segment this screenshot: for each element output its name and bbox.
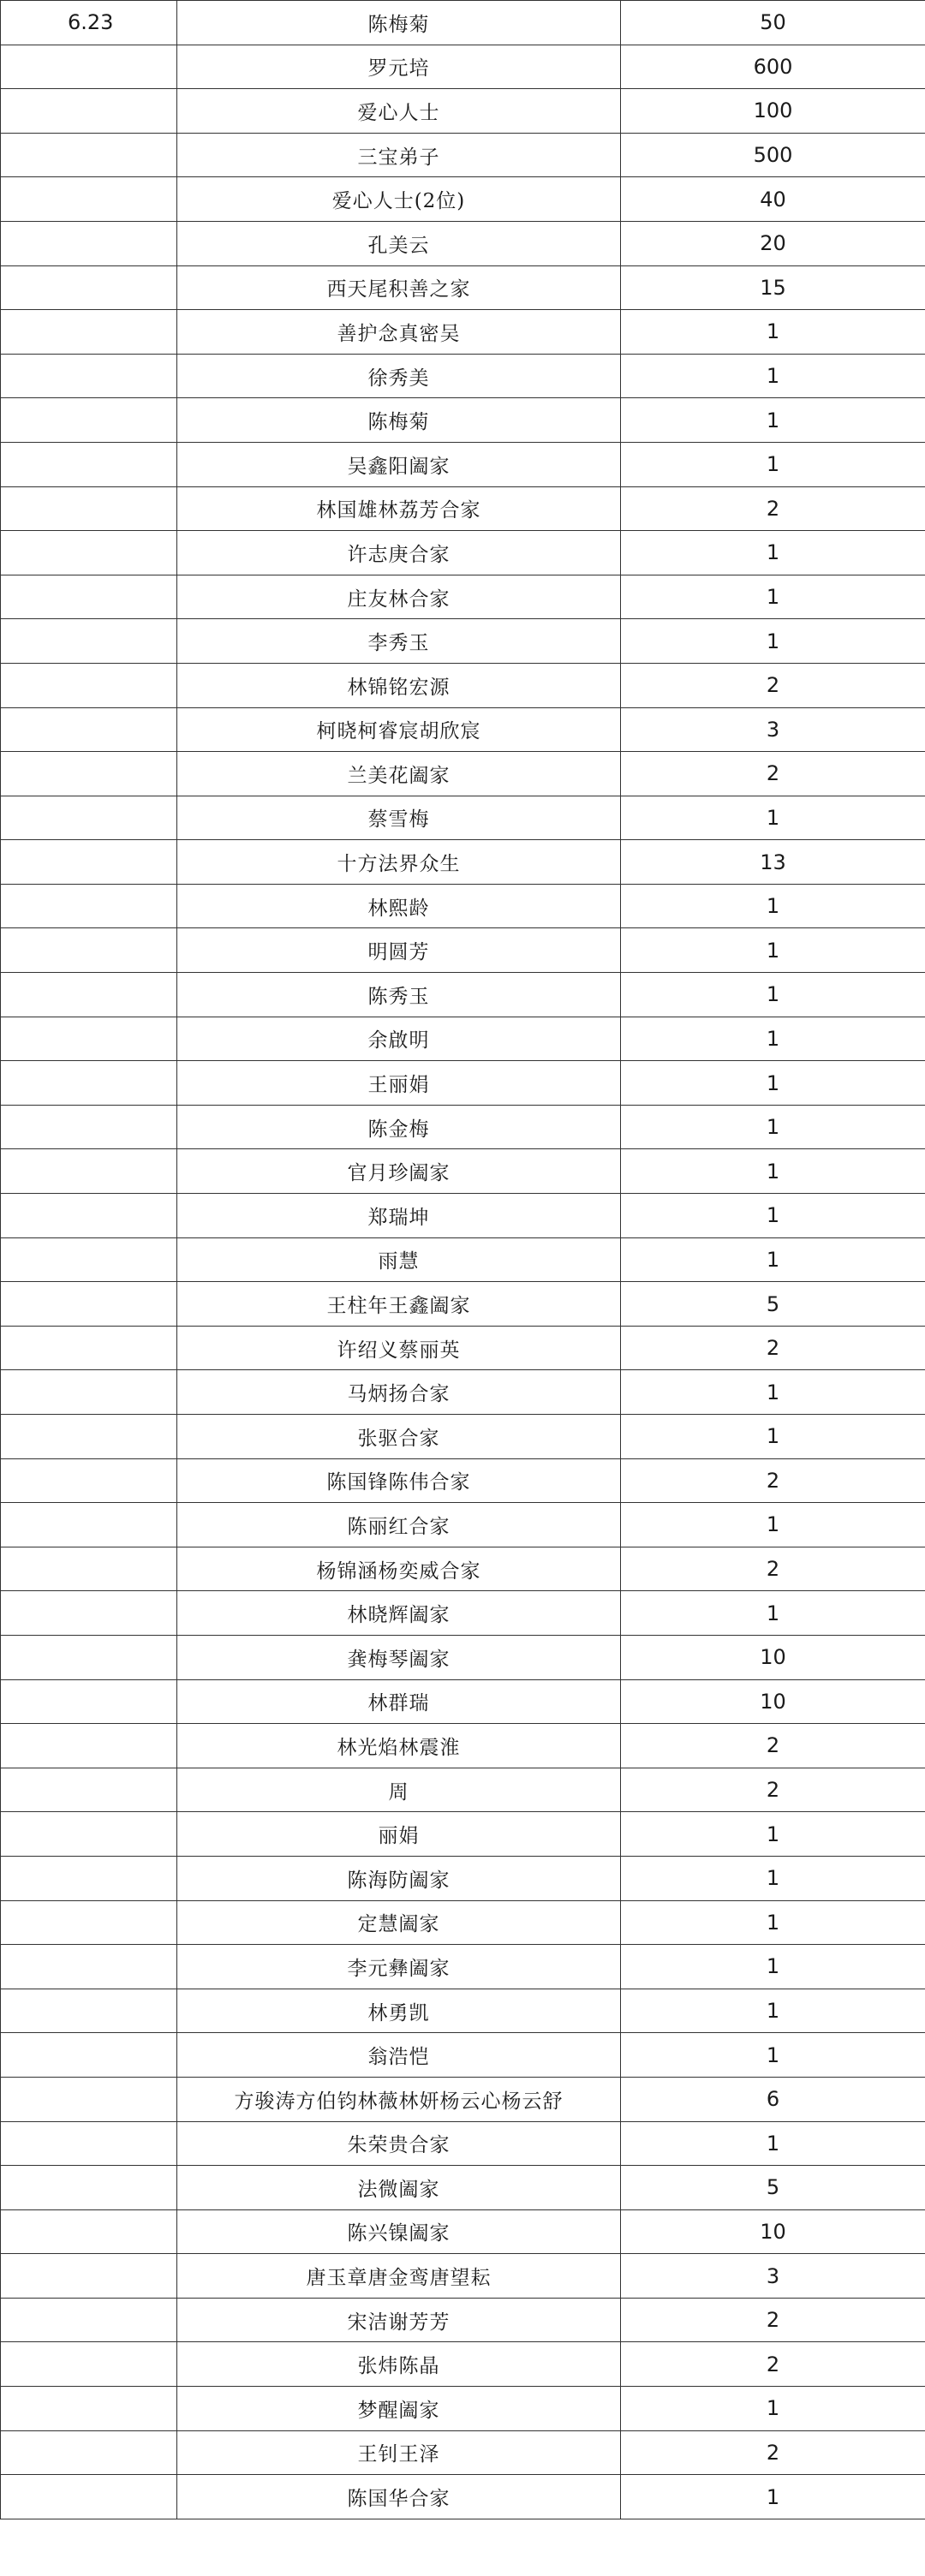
amount-cell: 1 [621,1061,925,1106]
donor-name-cell: 唐玉章唐金鸾唐望耘 [177,2254,621,2299]
date-cell [1,1458,177,1503]
table-row [1,840,925,885]
table-row [1,796,925,840]
donor-name-cell: 林国雄林荔芳合家 [177,486,621,531]
donor-name-cell: 陈金梅 [177,1105,621,1149]
date-cell [1,398,177,443]
date-cell [1,1547,177,1591]
donor-name-cell: 蔡雪梅 [177,796,621,840]
donor-name-cell: 王丽娟 [177,1061,621,1106]
date-cell [1,2254,177,2299]
date-cell [1,1415,177,1459]
amount-cell: 1 [621,1945,925,1989]
donor-name-cell: 陈国华合家 [177,2475,621,2519]
date-cell [1,973,177,1017]
table-row [1,1856,925,1900]
date-cell [1,177,177,222]
donor-name-cell: 庄友林合家 [177,575,621,619]
date-cell [1,1945,177,1989]
date-cell [1,354,177,398]
date-cell [1,45,177,89]
donor-name-cell: 林勇凯 [177,1989,621,2033]
date-cell [1,663,177,707]
donor-name-cell: 官月珍阖家 [177,1149,621,1194]
amount-cell: 1 [621,1237,925,1282]
date-cell [1,531,177,575]
table-row [1,1282,925,1327]
amount-cell: 2 [621,2430,925,2475]
donor-name-cell: 余啟明 [177,1017,621,1061]
donor-name-cell: 宋洁谢芳芳 [177,2298,621,2342]
table-row [1,2387,925,2431]
date-cell [1,1591,177,1636]
amount-cell: 1 [621,354,925,398]
donor-name-cell: 十方法界众生 [177,840,621,885]
date-cell [1,2298,177,2342]
table-row [1,1017,925,1061]
date-cell: 6.23 [1,1,177,45]
table-row [1,1326,925,1370]
date-cell [1,221,177,265]
table-row [1,1989,925,2033]
donor-name-cell: 王柱年王鑫阖家 [177,1282,621,1327]
table-row [1,928,925,973]
date-cell [1,1503,177,1547]
table-row [1,531,925,575]
date-cell [1,1635,177,1679]
amount-cell: 2 [621,1458,925,1503]
amount-cell: 1 [621,1591,925,1636]
donor-name-cell: 林晓辉阖家 [177,1591,621,1636]
table-row [1,575,925,619]
date-cell [1,1989,177,2033]
table-row [1,310,925,355]
donor-name-cell: 西天尾积善之家 [177,265,621,310]
table-row [1,2298,925,2342]
table-row [1,973,925,1017]
date-cell [1,2166,177,2210]
donor-name-cell: 朱荣贵合家 [177,2121,621,2166]
table-row [1,619,925,664]
amount-cell: 1 [621,442,925,486]
donor-name-cell: 三宝弟子 [177,133,621,177]
amount-cell: 2 [621,2298,925,2342]
donor-name-cell: 兰美花阖家 [177,752,621,796]
amount-cell: 2 [621,1768,925,1812]
table-row [1,442,925,486]
amount-cell: 6 [621,2077,925,2121]
table-row [1,1105,925,1149]
amount-cell: 1 [621,1856,925,1900]
donor-name-cell: 林锦铭宏源 [177,663,621,707]
date-cell [1,1194,177,1238]
date-cell [1,1900,177,1945]
amount-cell: 20 [621,221,925,265]
table-row [1,398,925,443]
amount-cell: 100 [621,89,925,134]
amount-cell: 2 [621,486,925,531]
date-cell [1,1812,177,1857]
donor-name-cell: 陈梅菊 [177,398,621,443]
table-row [1,1149,925,1194]
amount-cell: 1 [621,1503,925,1547]
table-row [1,1679,925,1724]
table-row [1,2077,925,2121]
table-row [1,752,925,796]
amount-cell: 1 [621,796,925,840]
amount-cell: 1 [621,1415,925,1459]
date-cell [1,310,177,355]
donor-name-cell: 明圆芳 [177,928,621,973]
table-row [1,2166,925,2210]
table-row [1,1061,925,1106]
donor-name-cell: 陈丽红合家 [177,1503,621,1547]
date-cell [1,1326,177,1370]
table-row [1,884,925,928]
date-cell [1,442,177,486]
table-row [1,1900,925,1945]
donor-name-cell: 周 [177,1768,621,1812]
donor-name-cell: 孔美云 [177,221,621,265]
table-row [1,1635,925,1679]
amount-cell: 5 [621,1282,925,1327]
donor-name-cell: 李秀玉 [177,619,621,664]
donor-name-cell: 林群瑞 [177,1679,621,1724]
amount-cell: 1 [621,2387,925,2431]
amount-cell: 40 [621,177,925,222]
table-row [1,2254,925,2299]
table-row [1,486,925,531]
donor-name-cell: 陈海防阖家 [177,1856,621,1900]
date-cell [1,2342,177,2387]
donor-name-cell: 陈秀玉 [177,973,621,1017]
date-cell [1,619,177,664]
table-row [1,1194,925,1238]
date-cell [1,1768,177,1812]
table-row [1,663,925,707]
table-row [1,2430,925,2475]
table-row [1,177,925,222]
donor-name-cell: 吴鑫阳阖家 [177,442,621,486]
date-cell [1,486,177,531]
donor-name-cell: 陈国锋陈伟合家 [177,1458,621,1503]
date-cell [1,2033,177,2078]
date-cell [1,575,177,619]
amount-cell: 1 [621,928,925,973]
amount-cell: 50 [621,1,925,45]
table-row [1,1591,925,1636]
amount-cell: 2 [621,1326,925,1370]
table-row [1,2121,925,2166]
amount-cell: 10 [621,1635,925,1679]
date-cell [1,1149,177,1194]
donor-name-cell: 雨慧 [177,1237,621,1282]
amount-cell: 1 [621,398,925,443]
amount-cell: 1 [621,1194,925,1238]
table-row [1,1415,925,1459]
amount-cell: 2 [621,2342,925,2387]
date-cell [1,1856,177,1900]
table-row [1,45,925,89]
donor-name-cell: 杨锦涵杨奕威合家 [177,1547,621,1591]
amount-cell: 1 [621,1989,925,2033]
donor-name-cell: 郑瑞坤 [177,1194,621,1238]
table-row [1,1237,925,1282]
date-cell [1,707,177,752]
donor-name-cell: 马炳扬合家 [177,1370,621,1415]
donor-name-cell: 陈梅菊 [177,1,621,45]
donor-name-cell: 林光焰林震淮 [177,1724,621,1768]
date-cell [1,840,177,885]
date-cell [1,796,177,840]
date-cell [1,1105,177,1149]
table-row [1,1,925,45]
donor-name-cell: 爱心人士(2位) [177,177,621,222]
date-cell [1,2475,177,2519]
donation-table-body [1,1,925,2519]
date-cell [1,1017,177,1061]
donor-name-cell: 善护念真密吴 [177,310,621,355]
date-cell [1,2430,177,2475]
donor-name-cell: 张炜陈晶 [177,2342,621,2387]
table-row [1,89,925,134]
date-cell [1,2077,177,2121]
amount-cell: 1 [621,575,925,619]
date-cell [1,2209,177,2254]
amount-cell: 1 [621,1149,925,1194]
date-cell [1,884,177,928]
amount-cell: 1 [621,2121,925,2166]
table-row [1,1812,925,1857]
amount-cell: 5 [621,2166,925,2210]
table-row [1,707,925,752]
amount-cell: 1 [621,1812,925,1857]
amount-cell: 1 [621,884,925,928]
amount-cell: 10 [621,1679,925,1724]
table-row [1,2033,925,2078]
table-row [1,354,925,398]
amount-cell: 13 [621,840,925,885]
amount-cell: 600 [621,45,925,89]
table-row [1,1724,925,1768]
date-cell [1,89,177,134]
donor-name-cell: 林熙龄 [177,884,621,928]
amount-cell: 1 [621,619,925,664]
amount-cell: 2 [621,663,925,707]
table-row [1,133,925,177]
amount-cell: 3 [621,707,925,752]
date-cell [1,2387,177,2431]
table-row [1,1768,925,1812]
donor-name-cell: 李元彝阖家 [177,1945,621,1989]
donor-name-cell: 方骏涛方伯钧林薇林妍杨云心杨云舒 [177,2077,621,2121]
table-row [1,221,925,265]
amount-cell: 500 [621,133,925,177]
date-cell [1,1237,177,1282]
date-cell [1,1679,177,1724]
date-cell [1,265,177,310]
date-cell [1,1724,177,1768]
table-row [1,1370,925,1415]
donor-name-cell: 张驱合家 [177,1415,621,1459]
donor-name-cell: 陈兴镍阖家 [177,2209,621,2254]
amount-cell: 2 [621,1547,925,1591]
donor-name-cell: 罗元培 [177,45,621,89]
table-row [1,1458,925,1503]
date-cell [1,928,177,973]
amount-cell: 1 [621,531,925,575]
amount-cell: 1 [621,1900,925,1945]
amount-cell: 10 [621,2209,925,2254]
amount-cell: 1 [621,973,925,1017]
donor-name-cell: 梦醒阖家 [177,2387,621,2431]
table-row [1,265,925,310]
amount-cell: 1 [621,1105,925,1149]
amount-cell: 1 [621,2033,925,2078]
donor-name-cell: 许绍义蔡丽英 [177,1326,621,1370]
donor-name-cell: 柯晓柯睿宸胡欣宸 [177,707,621,752]
donor-name-cell: 翁浩恺 [177,2033,621,2078]
amount-cell: 2 [621,752,925,796]
donor-name-cell: 王钊王泽 [177,2430,621,2475]
amount-cell: 1 [621,2475,925,2519]
date-cell [1,1370,177,1415]
date-cell [1,1061,177,1106]
donor-name-cell: 丽娟 [177,1812,621,1857]
table-row [1,2475,925,2519]
table-row [1,1945,925,1989]
donor-name-cell: 定慧阖家 [177,1900,621,1945]
amount-cell: 1 [621,1017,925,1061]
donor-name-cell: 法微阖家 [177,2166,621,2210]
donor-name-cell: 龚梅琴阖家 [177,1635,621,1679]
date-cell [1,133,177,177]
date-cell [1,2121,177,2166]
date-cell [1,752,177,796]
amount-cell: 3 [621,2254,925,2299]
amount-cell: 1 [621,310,925,355]
donor-name-cell: 爱心人士 [177,89,621,134]
table-row [1,1503,925,1547]
donor-name-cell: 徐秀美 [177,354,621,398]
date-cell [1,1282,177,1327]
amount-cell: 2 [621,1724,925,1768]
amount-cell: 1 [621,1370,925,1415]
table-row [1,2209,925,2254]
table-row [1,1547,925,1591]
donor-name-cell: 许志庚合家 [177,531,621,575]
amount-cell: 15 [621,265,925,310]
table-row [1,2342,925,2387]
